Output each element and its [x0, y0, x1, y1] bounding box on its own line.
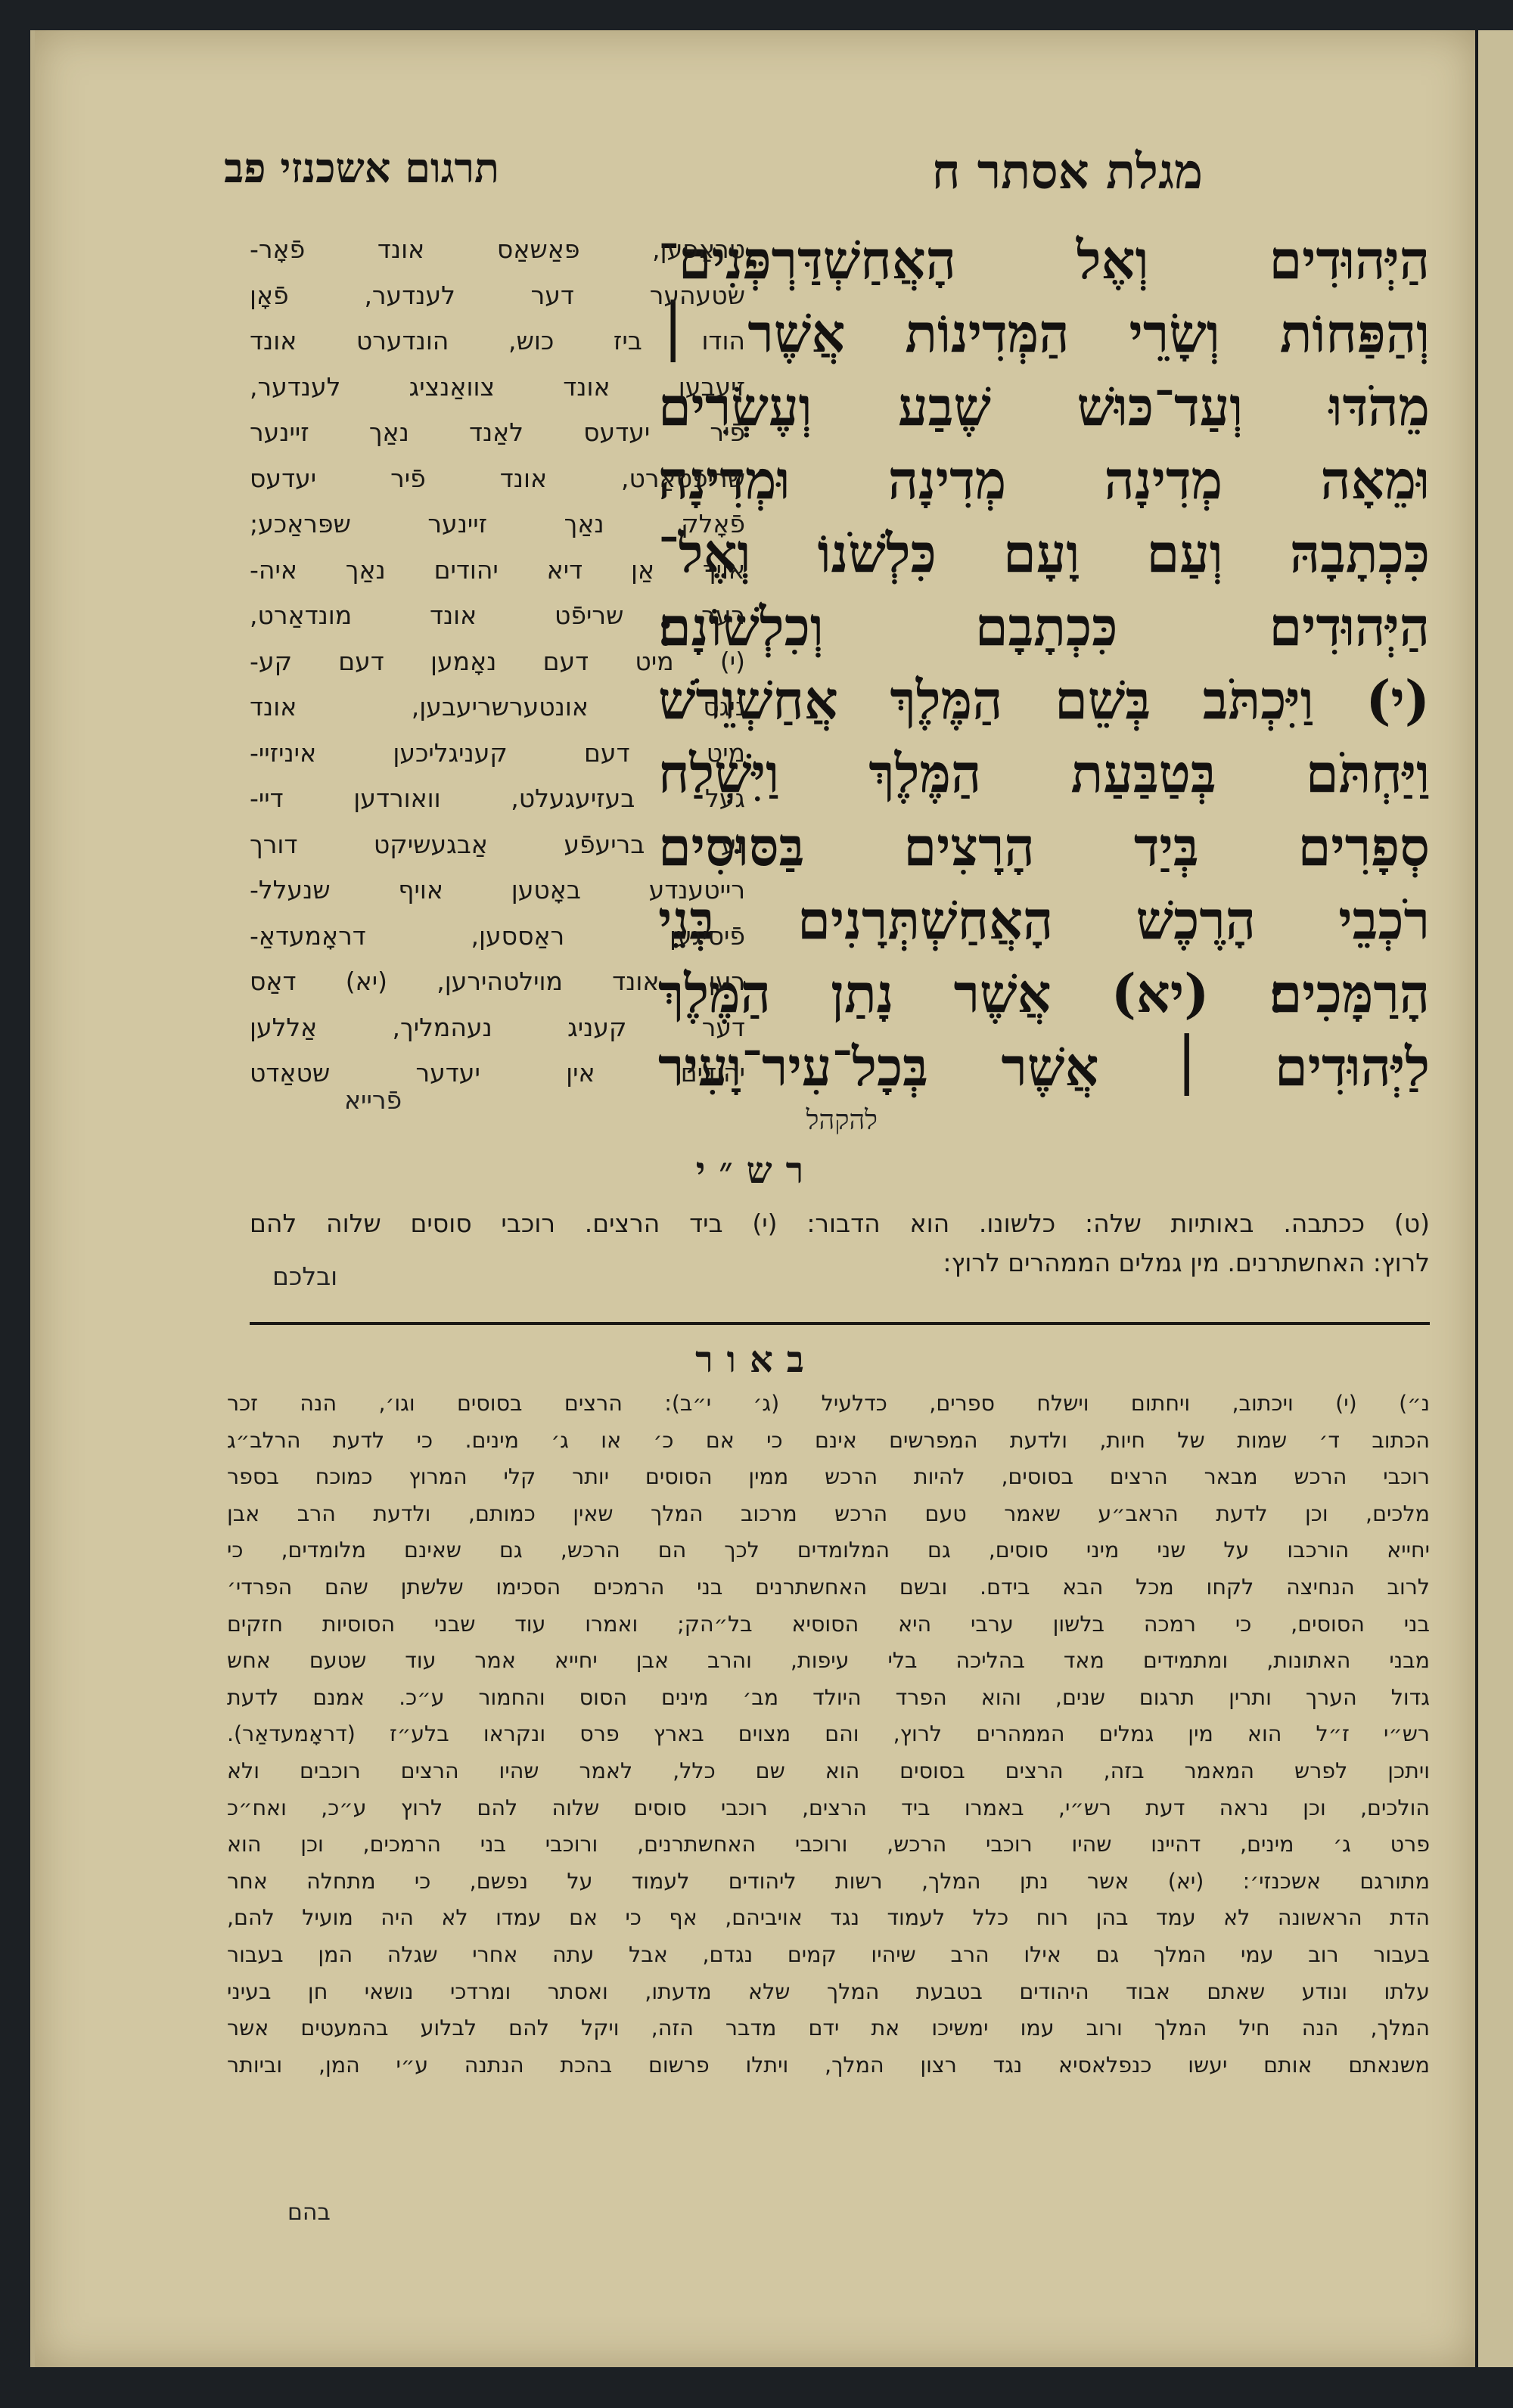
main-catchword: להקהל: [806, 1105, 878, 1136]
side-line: אויך אַן דיא יהודים נאַך איה-: [250, 554, 745, 585]
main-header: מגלת אסתר ח: [931, 144, 1203, 200]
main-line: הַיְּהוּדִים וְאֶל הָאֲחַשְׁדַּרְפְּנִים־: [658, 228, 1430, 291]
main-line: רֹכְבֵי הָרֶכֶשׁ הָאֲחַשְׁתְּרָנִים בְּנֵי: [658, 889, 1430, 951]
side-line: ניגס אונטערשריעבען, אונד: [250, 692, 745, 721]
rashi-line: (ט) ככתבה. באותיות שלה: כלשונו. הוא הדבור: (י) ביד הרצים. רוכבי סוסים שלוה להם: [250, 1209, 1430, 1238]
main-line: סְפָרִים בְּיַד הָרָצִים בַּסּוּסִים: [658, 815, 1430, 878]
side-line: פֿיסיגען ראַססען, דראָמעדאַ-: [250, 920, 745, 951]
side-line: רער שריפֿט אונד מונדאַרט,: [250, 600, 745, 630]
rashi-commentary: [250, 1204, 1430, 1283]
side-catchword: פֿרייא: [344, 1085, 402, 1115]
side-line: שטעהער דער לענדער, פֿאָן: [250, 280, 745, 310]
biur-line: מתורגם אשכנזי׳: (יא) אשר נתן המלך, רשות ליהודים לעמוד על נפשם, כי מתחלה אחר: [227, 1868, 1430, 1894]
rashi-catchword: ובלכם: [272, 1261, 338, 1291]
side-line: זע בריעפֿע אַבגעשיקט דורך: [250, 829, 745, 859]
side-line: דער קעניג נעהמליך, אַללען: [250, 1012, 745, 1042]
main-line: לַיְּהוּדִים ׀ אֲשֶׁר בְּכָל־עִיר־וָעִיר: [658, 1035, 1430, 1098]
side-line: פֿאָלק נאַך זיינער שפּראַכע;: [250, 509, 745, 538]
side-line: הודו ביז כוש, הונדערט אונד: [250, 326, 745, 355]
main-line: וַיַּחְתֹּם בְּטַבַּעַת הַמֶּלֶךְ וַיִּשְׁלַח: [658, 742, 1430, 805]
biur-line: פרט ג׳ מינים, דהיינו שהיו רוכבי הרכש, ורוכבי האחשתרנים, ורוכבי בני הרמכים, וכן הוא: [227, 1832, 1430, 1857]
side-line: פֿיר יעדעס לאַנד נאַך זיינער: [250, 417, 745, 447]
side-line: מיט דעם קעניגליכען איניזיי-: [250, 737, 745, 768]
biur-line: הדת הראשונה לא עמד בהן רוח כלל לעמוד נגד אויביהם, אף כי אם עמדו לא היה מועיל להם,: [227, 1905, 1430, 1931]
main-line: (י) וַיִּכְתֹּב בְּשֵׁם הַמֶּלֶךְ אֲחַשְׁוֵרֹשׁ: [658, 669, 1430, 731]
side-line: (י) מיט דעם נאָמען דעם קע-: [250, 646, 745, 676]
biur-line: בני הסוסים, כי רמכה בלשון ערבי היא הסוסיא בל״הק; ואמרו עוד שבני הסוסיות חזקים: [227, 1611, 1430, 1637]
main-line: מֵהֹדּוּ וְעַד־כּוּשׁ שֶׁבַע וְעֶשְׂרִים: [658, 375, 1430, 438]
biur-line: הכתוב ד׳ שמות של חיות, ולדעת המפרשים אינם כי אם כ׳ או ג׳ מינים. כי לדעת הרלב״ג: [227, 1427, 1430, 1453]
side-line: רייטענדע באָטען אויף שנעלל-: [250, 875, 745, 905]
biur-line: משנאתם אותם יעשו כנפלאסיא נגד רצון המלך, ויתלו פרשום בהכת הנתנה ע״י המן, וביותר: [227, 2052, 1430, 2078]
side-line: שריפֿטאַרט, אונד פֿיר יעדעס: [250, 463, 745, 493]
side-line: זיעבען אונד צוואַנציג לענדער,: [250, 371, 745, 402]
main-line: וּמֵאָה מְדִינָה מְדִינָה וּמְדִינָה: [658, 448, 1430, 511]
rashi-heading: רש״י: [695, 1150, 818, 1192]
biur-line: רוכבי הרכש מבאר הרצים בסוסים, להיות הרכש ממין הסוסים יותר קלי המרוץ כמוכח בספר: [227, 1464, 1430, 1490]
biur-line: ויתכן לפרש המאמר בזה, הרצים בסוסים הוא שם כלל, לאמר שהיו הרצים רוכבים ולא: [227, 1758, 1430, 1783]
main-line: וְהַפַּחוֹת וְשָׂרֵי הַמְּדִינוֹת אֲשֶׁר ׀: [658, 302, 1430, 365]
side-line: יהודים אין יעדער שטאַדט: [250, 1058, 745, 1088]
main-line: הָרַמָּכִים׃ (יא) אֲשֶׁר נָתַן הַמֶּלֶךְ: [658, 962, 1430, 1025]
biur-line: מבני האתונות, ומתמידים מאד בהליכה בלי עיפות, והרב אבן יחייא אמר עוד שטעם אחש: [227, 1648, 1430, 1674]
german-translation-text: [250, 227, 745, 1097]
biur-line: יחייא הורכבו על שני מיני סוסים, גם המלומדים לכך הם הרכש, גם שאינם מלומדים, כי: [227, 1538, 1430, 1563]
main-line: הַיְּהוּדִים כִּכְתָבָם וְכִלְשׁוֹנָם׃: [658, 595, 1430, 658]
main-line: כִּכְתָבָהּ וְעַם וָעָם כִּלְשֹׁנוֹ וְאֶל־: [658, 522, 1430, 585]
biur-line: רש״י ז״ל הוא מין גמלים הממהרים לרוץ, והם מצוים בארץ פרס ונקראו בלע״ז (דראָמעדאַר).: [227, 1721, 1430, 1747]
biur-line: עלתו ונודע שאתם אבוד היהודים בטבעת המלך שלא מדעתו, ואסתר ומרדכי נושאי חן בעיני: [227, 1978, 1430, 2004]
biur-line: המלך, הנה חיל המלך ורוב עמו ימשיכו את ידם מדבר הזה, ויקל להם לבלוע בהמעטים אשר: [227, 2015, 1430, 2041]
side-line: טראַפּען, פּאַשאַס אונד פֿאָר-: [250, 234, 745, 264]
biur-heading: באור: [695, 1339, 818, 1381]
biur-catchword: בהם: [287, 2199, 331, 2226]
side-line: געל בעזיעגעלט, וואורדען דיי-: [250, 784, 745, 813]
biur-line: נ״) (י) ויכתוב, ויחתום וישלח ספרים, כדלעיל (ג׳ י״ב): הרצים בסוסים וגו׳, הנה זכר: [227, 1391, 1430, 1416]
side-header: תרגום אשכנזי פב: [224, 144, 499, 192]
side-line: רען אונד מוילטהירען, (יא) דאַס: [250, 967, 745, 996]
biur-line: לרוב הנחיצה לקחו מכל הבא בידם. ובשם האחשתרנים בני הרמכים הסכימו שלשתן שהם הפרדי׳: [227, 1574, 1430, 1600]
adjacent-page-edge: [1475, 30, 1513, 2367]
section-divider: [250, 1322, 1430, 1325]
biur-line: הולכים, וכן נראה דעת רש״י, באמרו ביד הרצים, רוכבי סוסים שלוה להם לרוץ ע״כ, ואח״כ: [227, 1795, 1430, 1820]
rashi-line: לרוץ: האחשתרנים. מין גמלים הממהרים לרוץ:: [943, 1248, 1430, 1277]
biur-commentary: [227, 1386, 1430, 2084]
biur-line: בעבור רוב עמי המלך גם אילו הרב שיהיו קמים נגדם, אבל עתה אחרי שגלה המן בעבור: [227, 1941, 1430, 1967]
main-scripture-text: [658, 223, 1430, 1103]
biur-line: מלכים, וכן לדעת הראב״ע שאמר טעם הרכש מרכוב המלך שאין כמותם, ולדעת הרב אבן: [227, 1500, 1430, 1526]
biur-line: גדול הערך ותרין תרגום שנים, והוא הפרד היולד מב׳ מינים הסוס והחמור ע״כ. אמנם לדעת: [227, 1684, 1430, 1710]
